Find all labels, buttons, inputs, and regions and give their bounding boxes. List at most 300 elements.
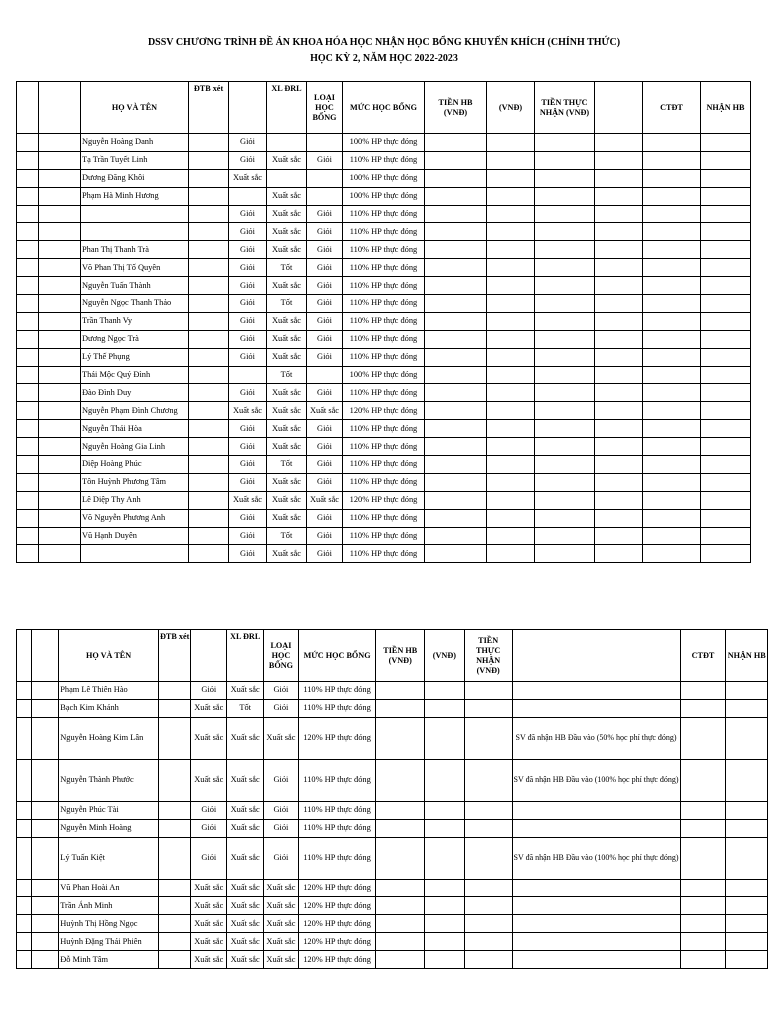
cell-muc: 110% HP thực đóng bbox=[298, 819, 376, 837]
cell-nhanhb bbox=[701, 420, 751, 438]
cell-muc: 110% HP thực đóng bbox=[298, 837, 376, 879]
cell-xldrl: Xuất sắc bbox=[267, 384, 307, 402]
cell-ctdt bbox=[643, 259, 701, 277]
cell-note bbox=[512, 699, 680, 717]
cell-vnd bbox=[487, 223, 535, 241]
cell-dtb bbox=[158, 682, 190, 700]
cell-loai: Giỏi bbox=[307, 151, 343, 169]
cell-dtb bbox=[189, 169, 229, 187]
cell-muc: 120% HP thực đóng bbox=[343, 402, 425, 420]
cell-col1 bbox=[17, 366, 39, 384]
cell-dtb bbox=[189, 456, 229, 474]
cell-nhanhb bbox=[726, 951, 768, 969]
cell-tienthuc bbox=[464, 837, 512, 879]
cell-name: Trần Thanh Vy bbox=[81, 312, 189, 330]
cell-muc: 110% HP thực đóng bbox=[298, 759, 376, 801]
cell-note bbox=[595, 438, 643, 456]
cell-col1 bbox=[17, 438, 39, 456]
cell-col2 bbox=[39, 509, 81, 527]
cell-vnd bbox=[487, 420, 535, 438]
cell-nhanhb bbox=[726, 682, 768, 700]
table-1-body bbox=[17, 134, 751, 563]
cell-col1 bbox=[17, 473, 39, 491]
cell-xldrl: Xuất sắc bbox=[227, 801, 264, 819]
cell-name: Nguyễn Thành Phước bbox=[59, 759, 159, 801]
cell-col2 bbox=[39, 473, 81, 491]
table-row bbox=[17, 915, 768, 933]
cell-nhanhb bbox=[701, 330, 751, 348]
cell-loai: Giỏi bbox=[307, 527, 343, 545]
cell-ctdt bbox=[643, 205, 701, 223]
cell-vnd bbox=[425, 897, 465, 915]
cell-col2 bbox=[39, 384, 81, 402]
cell-tienhb bbox=[425, 151, 487, 169]
cell-tienhb bbox=[376, 879, 425, 897]
cell-ctdt bbox=[643, 438, 701, 456]
cell-dtb bbox=[189, 151, 229, 169]
cell-note bbox=[512, 801, 680, 819]
table-row bbox=[17, 187, 751, 205]
cell-tienhb bbox=[376, 933, 425, 951]
cell-col1 bbox=[17, 169, 39, 187]
cell-tienthuc bbox=[535, 420, 595, 438]
cell-xlhoc: Giỏi bbox=[229, 277, 267, 295]
cell-col1 bbox=[17, 151, 39, 169]
cell-tienhb bbox=[376, 951, 425, 969]
table-row bbox=[17, 933, 768, 951]
cell-nhanhb bbox=[701, 384, 751, 402]
cell-loai: Giỏi bbox=[264, 759, 299, 801]
cell-muc: 120% HP thực đóng bbox=[298, 897, 376, 915]
cell-loai: Giỏi bbox=[307, 205, 343, 223]
cell-dtb bbox=[189, 187, 229, 205]
cell-tienthuc bbox=[535, 205, 595, 223]
table-row bbox=[17, 330, 751, 348]
cell-vnd bbox=[425, 717, 465, 759]
cell-loai: Giỏi bbox=[307, 259, 343, 277]
cell-vnd bbox=[487, 259, 535, 277]
cell-tienthuc bbox=[464, 933, 512, 951]
cell-xlhoc: Xuất sắc bbox=[191, 879, 227, 897]
cell-ctdt bbox=[643, 330, 701, 348]
header-blank bbox=[512, 630, 680, 682]
cell-ctdt bbox=[643, 187, 701, 205]
cell-col1 bbox=[17, 897, 32, 915]
cell-tienhb bbox=[376, 682, 425, 700]
table-row bbox=[17, 837, 768, 879]
cell-muc: 100% HP thực đóng bbox=[343, 134, 425, 152]
cell-muc: 110% HP thực đóng bbox=[343, 205, 425, 223]
table-row bbox=[17, 699, 768, 717]
cell-name: Tạ Trần Tuyết Linh bbox=[81, 151, 189, 169]
cell-ctdt bbox=[643, 366, 701, 384]
cell-tienhb bbox=[425, 312, 487, 330]
cell-ctdt bbox=[680, 933, 726, 951]
cell-name bbox=[81, 223, 189, 241]
cell-tienthuc bbox=[535, 348, 595, 366]
table-row bbox=[17, 241, 751, 259]
cell-muc: 110% HP thực đóng bbox=[343, 295, 425, 313]
cell-col2 bbox=[31, 717, 58, 759]
cell-tienthuc bbox=[464, 951, 512, 969]
cell-col2 bbox=[39, 330, 81, 348]
cell-col1 bbox=[17, 187, 39, 205]
cell-ctdt bbox=[680, 897, 726, 915]
cell-dtb bbox=[189, 330, 229, 348]
cell-xlhoc: Giỏi bbox=[229, 545, 267, 563]
cell-xlhoc: Xuất sắc bbox=[191, 915, 227, 933]
cell-name: Vũ Hạnh Duyên bbox=[81, 527, 189, 545]
cell-nhanhb bbox=[726, 897, 768, 915]
cell-xldrl: Xuất sắc bbox=[267, 241, 307, 259]
cell-col1 bbox=[17, 933, 32, 951]
cell-xldrl: Xuất sắc bbox=[227, 717, 264, 759]
header-tienhb: TIỀN HB (VNĐ) bbox=[425, 82, 487, 134]
cell-note bbox=[595, 420, 643, 438]
cell-col2 bbox=[39, 187, 81, 205]
cell-vnd bbox=[487, 384, 535, 402]
cell-xlhoc: Giỏi bbox=[229, 134, 267, 152]
cell-muc: 110% HP thực đóng bbox=[343, 438, 425, 456]
cell-vnd bbox=[425, 879, 465, 897]
cell-loai: Giỏi bbox=[307, 241, 343, 259]
cell-ctdt bbox=[643, 473, 701, 491]
table-row bbox=[17, 527, 751, 545]
cell-col1 bbox=[17, 456, 39, 474]
cell-xlhoc: Xuất sắc bbox=[191, 933, 227, 951]
cell-col2 bbox=[39, 241, 81, 259]
cell-nhanhb bbox=[701, 402, 751, 420]
cell-xlhoc: Giỏi bbox=[229, 330, 267, 348]
cell-xldrl: Xuất sắc bbox=[227, 819, 264, 837]
cell-muc: 110% HP thực đóng bbox=[343, 348, 425, 366]
cell-tienthuc bbox=[535, 491, 595, 509]
cell-tienhb bbox=[425, 205, 487, 223]
cell-tienhb bbox=[425, 330, 487, 348]
cell-col2 bbox=[39, 277, 81, 295]
cell-loai bbox=[307, 366, 343, 384]
cell-note bbox=[595, 259, 643, 277]
cell-col1 bbox=[17, 801, 32, 819]
cell-col1 bbox=[17, 277, 39, 295]
cell-col1 bbox=[17, 509, 39, 527]
table-row bbox=[17, 819, 768, 837]
cell-xldrl: Xuất sắc bbox=[267, 438, 307, 456]
cell-ctdt bbox=[680, 837, 726, 879]
cell-note bbox=[595, 330, 643, 348]
cell-ctdt bbox=[680, 717, 726, 759]
cell-ctdt bbox=[643, 223, 701, 241]
cell-col1 bbox=[17, 527, 39, 545]
cell-tienthuc bbox=[535, 277, 595, 295]
cell-col2 bbox=[39, 348, 81, 366]
cell-name: Huỳnh Đặng Thái Phiên bbox=[59, 933, 159, 951]
cell-nhanhb bbox=[701, 438, 751, 456]
cell-xlhoc: Giỏi bbox=[229, 456, 267, 474]
cell-xldrl: Xuất sắc bbox=[267, 205, 307, 223]
cell-ctdt bbox=[680, 819, 726, 837]
cell-tienthuc bbox=[535, 330, 595, 348]
cell-muc: 110% HP thực đóng bbox=[298, 801, 376, 819]
cell-loai: Xuất sắc bbox=[264, 915, 299, 933]
cell-xlhoc: Giỏi bbox=[229, 223, 267, 241]
header-ctdt: CTĐT bbox=[643, 82, 701, 134]
cell-nhanhb bbox=[726, 759, 768, 801]
cell-tienthuc bbox=[535, 295, 595, 313]
cell-vnd bbox=[487, 241, 535, 259]
cell-xlhoc: Giỏi bbox=[229, 348, 267, 366]
cell-muc: 110% HP thực đóng bbox=[298, 699, 376, 717]
cell-tienthuc bbox=[535, 438, 595, 456]
cell-tienthuc bbox=[535, 402, 595, 420]
cell-col2 bbox=[31, 915, 58, 933]
cell-nhanhb bbox=[701, 295, 751, 313]
cell-vnd bbox=[425, 933, 465, 951]
cell-xldrl: Xuất sắc bbox=[267, 420, 307, 438]
cell-col2 bbox=[31, 951, 58, 969]
cell-ctdt bbox=[643, 312, 701, 330]
cell-name: Phạm Lê Thiên Hào bbox=[59, 682, 159, 700]
cell-note bbox=[595, 456, 643, 474]
cell-col2 bbox=[31, 879, 58, 897]
document-title: DSSV CHƯƠNG TRÌNH ĐỀ ÁN KHOA HÓA HỌC NHẬN HỌC BỔNG KHUYẾN KHÍCH (CHÍNH THỨC) bbox=[147, 37, 621, 48]
cell-note bbox=[512, 819, 680, 837]
cell-xlhoc: Xuất sắc bbox=[191, 699, 227, 717]
header-tienthuc: TIỀN THỰC NHẬN (VNĐ) bbox=[535, 82, 595, 134]
cell-col2 bbox=[39, 134, 81, 152]
cell-dtb bbox=[189, 348, 229, 366]
cell-dtb bbox=[158, 837, 190, 879]
cell-dtb bbox=[189, 509, 229, 527]
header-col2 bbox=[31, 630, 58, 682]
cell-dtb bbox=[158, 819, 190, 837]
cell-muc: 110% HP thực đóng bbox=[343, 241, 425, 259]
cell-tienhb bbox=[425, 187, 487, 205]
cell-col2 bbox=[39, 456, 81, 474]
cell-xldrl: Tốt bbox=[267, 259, 307, 277]
cell-tienhb bbox=[425, 420, 487, 438]
cell-vnd bbox=[425, 915, 465, 933]
cell-name: Nguyễn Minh Hoàng bbox=[59, 819, 159, 837]
cell-tienthuc bbox=[535, 473, 595, 491]
table-row bbox=[17, 509, 751, 527]
cell-nhanhb bbox=[701, 312, 751, 330]
cell-nhanhb bbox=[726, 717, 768, 759]
table-row bbox=[17, 402, 751, 420]
cell-tienhb bbox=[425, 402, 487, 420]
cell-col1 bbox=[17, 205, 39, 223]
cell-name: Dương Ngọc Trà bbox=[81, 330, 189, 348]
document-subtitle: HỌC KỲ 2, NĂM HỌC 2022-2023 bbox=[310, 53, 458, 64]
cell-tienthuc bbox=[535, 223, 595, 241]
cell-vnd bbox=[487, 312, 535, 330]
cell-vnd bbox=[487, 134, 535, 152]
cell-nhanhb bbox=[726, 801, 768, 819]
cell-xldrl bbox=[267, 169, 307, 187]
cell-loai: Giỏi bbox=[307, 438, 343, 456]
cell-col1 bbox=[17, 879, 32, 897]
cell-xldrl: Tốt bbox=[267, 366, 307, 384]
cell-name: Bạch Kim Khánh bbox=[59, 699, 159, 717]
table-row bbox=[17, 759, 768, 801]
cell-xldrl: Xuất sắc bbox=[267, 187, 307, 205]
cell-col2 bbox=[31, 897, 58, 915]
cell-vnd bbox=[425, 951, 465, 969]
header-muc: MỨC HỌC BỔNG bbox=[298, 630, 376, 682]
cell-vnd bbox=[487, 545, 535, 563]
table-row bbox=[17, 438, 751, 456]
cell-loai: Xuất sắc bbox=[307, 491, 343, 509]
cell-vnd bbox=[487, 456, 535, 474]
header-dtb: ĐTB xét bbox=[158, 630, 190, 682]
cell-dtb bbox=[189, 295, 229, 313]
cell-col1 bbox=[17, 819, 32, 837]
cell-tienthuc bbox=[535, 241, 595, 259]
cell-col2 bbox=[31, 933, 58, 951]
cell-col2 bbox=[39, 223, 81, 241]
cell-dtb bbox=[158, 915, 190, 933]
header-xldrl: XL ĐRL bbox=[227, 630, 264, 682]
cell-tienhb bbox=[376, 837, 425, 879]
cell-col2 bbox=[31, 837, 58, 879]
cell-loai: Giỏi bbox=[307, 312, 343, 330]
cell-ctdt bbox=[680, 801, 726, 819]
cell-muc: 120% HP thực đóng bbox=[343, 491, 425, 509]
cell-col2 bbox=[39, 366, 81, 384]
cell-col2 bbox=[39, 169, 81, 187]
cell-dtb bbox=[189, 312, 229, 330]
header-loai: LOẠI HỌC BỔNG bbox=[264, 630, 299, 682]
cell-tienthuc bbox=[535, 312, 595, 330]
cell-nhanhb bbox=[726, 879, 768, 897]
table-row bbox=[17, 259, 751, 277]
cell-xlhoc: Xuất sắc bbox=[191, 951, 227, 969]
table-row bbox=[17, 205, 751, 223]
table-header-row bbox=[17, 82, 751, 134]
cell-dtb bbox=[189, 223, 229, 241]
cell-note bbox=[512, 933, 680, 951]
cell-xldrl: Xuất sắc bbox=[227, 915, 264, 933]
cell-col1 bbox=[17, 348, 39, 366]
cell-loai: Giỏi bbox=[264, 801, 299, 819]
cell-xldrl: Xuất sắc bbox=[227, 759, 264, 801]
cell-xldrl: Xuất sắc bbox=[227, 879, 264, 897]
cell-muc: 100% HP thực đóng bbox=[343, 366, 425, 384]
cell-loai: Xuất sắc bbox=[264, 717, 299, 759]
cell-vnd bbox=[487, 366, 535, 384]
cell-muc: 110% HP thực đóng bbox=[343, 259, 425, 277]
cell-muc: 110% HP thực đóng bbox=[343, 330, 425, 348]
cell-note bbox=[595, 509, 643, 527]
table-row bbox=[17, 312, 751, 330]
cell-dtb bbox=[158, 933, 190, 951]
cell-dtb bbox=[189, 134, 229, 152]
cell-nhanhb bbox=[701, 205, 751, 223]
cell-xlhoc: Giỏi bbox=[229, 295, 267, 313]
cell-note bbox=[512, 897, 680, 915]
cell-ctdt bbox=[643, 420, 701, 438]
cell-tienhb bbox=[425, 277, 487, 295]
cell-tienhb bbox=[425, 527, 487, 545]
cell-muc: 110% HP thực đóng bbox=[343, 151, 425, 169]
cell-col1 bbox=[17, 330, 39, 348]
cell-vnd bbox=[487, 330, 535, 348]
cell-name: Đào Đình Duy bbox=[81, 384, 189, 402]
cell-col1 bbox=[17, 682, 32, 700]
cell-name: Nguyễn Hoàng Gia Linh bbox=[81, 438, 189, 456]
cell-col2 bbox=[39, 420, 81, 438]
cell-col2 bbox=[39, 151, 81, 169]
cell-tienhb bbox=[425, 438, 487, 456]
cell-name: Nguyễn Hoàng Kim Lân bbox=[59, 717, 159, 759]
cell-name: Dương Đăng Khôi bbox=[81, 169, 189, 187]
cell-loai bbox=[307, 187, 343, 205]
header-nhanhb: NHẬN HB bbox=[726, 630, 768, 682]
cell-dtb bbox=[189, 438, 229, 456]
cell-xldrl: Tốt bbox=[267, 456, 307, 474]
header-col2 bbox=[39, 82, 81, 134]
cell-xldrl: Xuất sắc bbox=[227, 897, 264, 915]
cell-tienthuc bbox=[464, 801, 512, 819]
cell-note bbox=[595, 151, 643, 169]
cell-col1 bbox=[17, 545, 39, 563]
cell-col2 bbox=[39, 259, 81, 277]
cell-tienhb bbox=[376, 915, 425, 933]
header-xldrl: XL ĐRL bbox=[267, 82, 307, 134]
cell-ctdt bbox=[643, 348, 701, 366]
cell-name: Nguyễn Hoàng Danh bbox=[81, 134, 189, 152]
cell-tienhb bbox=[376, 897, 425, 915]
cell-muc: 110% HP thực đóng bbox=[343, 473, 425, 491]
cell-tienhb bbox=[425, 169, 487, 187]
cell-tienhb bbox=[425, 134, 487, 152]
cell-tienthuc bbox=[535, 456, 595, 474]
cell-note bbox=[595, 348, 643, 366]
table-row bbox=[17, 545, 751, 563]
cell-loai: Giỏi bbox=[307, 545, 343, 563]
cell-xlhoc: Xuất sắc bbox=[191, 759, 227, 801]
cell-vnd bbox=[425, 699, 465, 717]
cell-xlhoc: Xuất sắc bbox=[229, 169, 267, 187]
cell-nhanhb bbox=[701, 169, 751, 187]
cell-muc: 120% HP thực đóng bbox=[298, 717, 376, 759]
cell-vnd bbox=[487, 438, 535, 456]
cell-name: Phạm Hà Minh Hương bbox=[81, 187, 189, 205]
cell-xlhoc: Giỏi bbox=[191, 682, 227, 700]
cell-ctdt bbox=[680, 682, 726, 700]
cell-vnd bbox=[425, 819, 465, 837]
cell-xldrl: Tốt bbox=[267, 295, 307, 313]
cell-xldrl: Tốt bbox=[227, 699, 264, 717]
cell-nhanhb bbox=[726, 699, 768, 717]
cell-tienthuc bbox=[464, 682, 512, 700]
cell-note: SV đã nhận HB Đầu vào (100% học phí thực đóng) bbox=[512, 759, 680, 801]
cell-xldrl: Xuất sắc bbox=[267, 545, 307, 563]
cell-xldrl: Xuất sắc bbox=[267, 348, 307, 366]
cell-xldrl: Xuất sắc bbox=[267, 151, 307, 169]
cell-tienthuc bbox=[464, 897, 512, 915]
cell-dtb bbox=[189, 366, 229, 384]
cell-tienthuc bbox=[535, 169, 595, 187]
cell-tienhb bbox=[425, 348, 487, 366]
cell-tienhb bbox=[425, 259, 487, 277]
cell-muc: 110% HP thực đóng bbox=[343, 223, 425, 241]
cell-loai: Giỏi bbox=[307, 295, 343, 313]
cell-muc: 110% HP thực đóng bbox=[343, 384, 425, 402]
cell-nhanhb bbox=[701, 151, 751, 169]
cell-xlhoc: Giỏi bbox=[191, 837, 227, 879]
cell-col2 bbox=[39, 402, 81, 420]
